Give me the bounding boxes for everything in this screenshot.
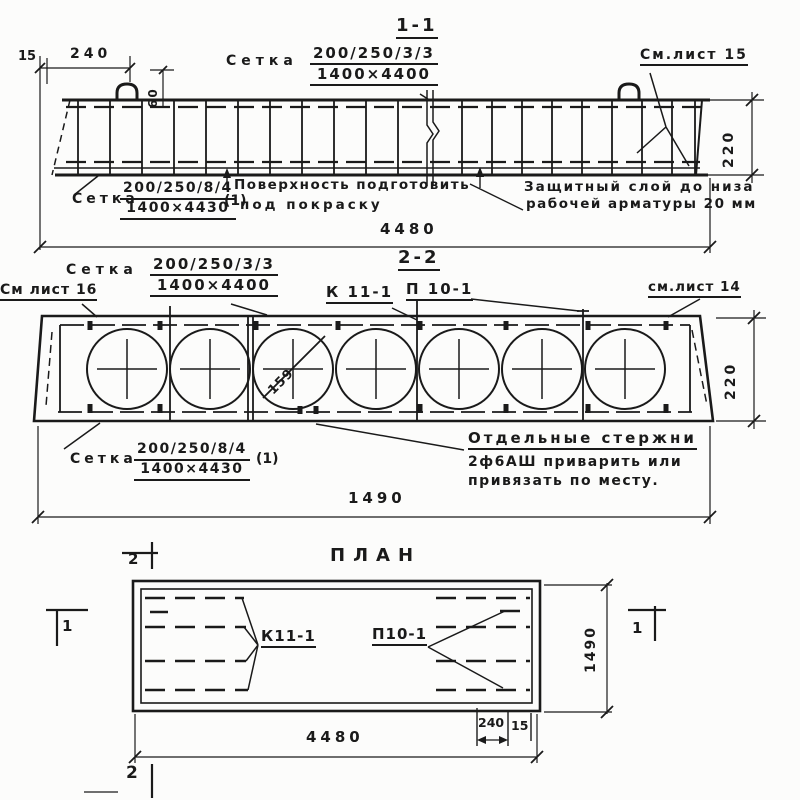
mesh-bottom-note-s2: (1) [256,451,279,467]
cover-note-line2: рабочей арматуры 20 мм [526,196,757,212]
dim-240-label-plan: 240 [478,715,505,730]
dim-15-label: 15 [18,49,37,64]
marker-1-left-label: 1 [62,617,73,635]
mesh-top-fraction-s1 [310,44,438,86]
arrow-up-1 [223,168,231,178]
plan-drawing [133,581,540,711]
marker-1-right-label: 1 [632,619,643,637]
dim-1490-label-s2: 1490 [348,489,406,507]
mesh-top-den-s2: 1400×4400 [150,276,278,297]
mesh-top-num-s1: 200/250/3/3 [310,44,438,65]
rods-note-line1: Отдельные стержни [468,430,697,450]
dim-60-label: 60 [146,87,160,108]
dim-15-label-plan: 15 [511,718,529,733]
section-2-2-drawing [34,299,713,450]
mesh-bottom-den-s2: 1400×4430 [134,461,250,481]
see-sheet-15-leader [637,73,689,166]
dim-4480-label-s1: 4480 [380,220,438,238]
plan-title: ПЛАН [330,545,422,566]
surface-note-line2: под покраску [240,197,383,213]
marker-2-top-label: 2 [128,550,139,568]
break-line [427,90,439,186]
core-diameter-label: 159 [265,365,298,398]
dim-240-label: 240 [70,46,112,62]
dim-1490-label-plan: 1490 [583,626,599,673]
mesh-bottom-num-s2: 200/250/8/4 [134,441,250,461]
mesh-dashes-left [145,598,248,690]
mesh-bottom-label-s2: Сетка [70,451,137,467]
mesh-bottom-note-s1: (1) [224,193,247,209]
mesh-bottom-label-s1: Сетка [72,191,139,207]
mesh-top-num-s2: 200/250/3/3 [150,255,278,276]
see-sheet-15-label: См.лист 15 [640,48,748,66]
dim-220-label-s2: 220 [723,361,739,400]
dim-1490-plan-lines [544,583,612,714]
cover-note-line1: Защитный слой до низа [524,179,755,195]
dim-4480-label-plan: 4480 [306,728,364,746]
k11-label-plan: К11-1 [261,628,316,648]
mesh-dashes-right [436,598,530,690]
mesh-top-fraction-s2 [150,255,278,297]
surface-note-line1: Поверхность подготовить [234,177,471,193]
rods-note-line2: 2ф6АШ приварить или [468,454,683,470]
see-sheet-14-label: см.лист 14 [648,280,741,298]
core-crosses [97,339,655,399]
mesh-bottom-num-s1: 200/250/8/4 [120,180,236,200]
dim-220-label-s1: 220 [721,129,737,168]
mesh-bottom-den-s1: 1400×4430 [120,200,236,220]
mesh-top-label-s1: Сетка [226,53,298,69]
marker-2-bottom-label: 2 [126,763,138,783]
k11-leader [242,598,258,690]
rods-note-line3: привязать по месту. [468,473,660,489]
mesh-bottom-fraction-s1 [120,180,236,220]
stirrups [78,100,695,175]
p10-leader [428,611,505,688]
p10-label-plan: П10-1 [372,626,427,646]
mesh-top-label-s2: Сетка [66,262,138,278]
section-1-1-title: 1-1 [396,16,438,39]
mesh-top-den-s1: 1400×4400 [310,65,438,86]
k11-label-s2: К 11-1 [326,284,393,304]
see-sheet-16-label: См лист 16 [0,283,97,301]
mesh-bottom-fraction-s2 [134,441,250,481]
lifting-hook-left [117,84,137,100]
section-2-2-title: 2-2 [398,248,440,271]
cover-note-leader [470,184,523,210]
lifting-hook-right [619,84,639,100]
p10-label-s2: П 10-1 [406,281,473,301]
beam-left-slant [52,100,70,175]
